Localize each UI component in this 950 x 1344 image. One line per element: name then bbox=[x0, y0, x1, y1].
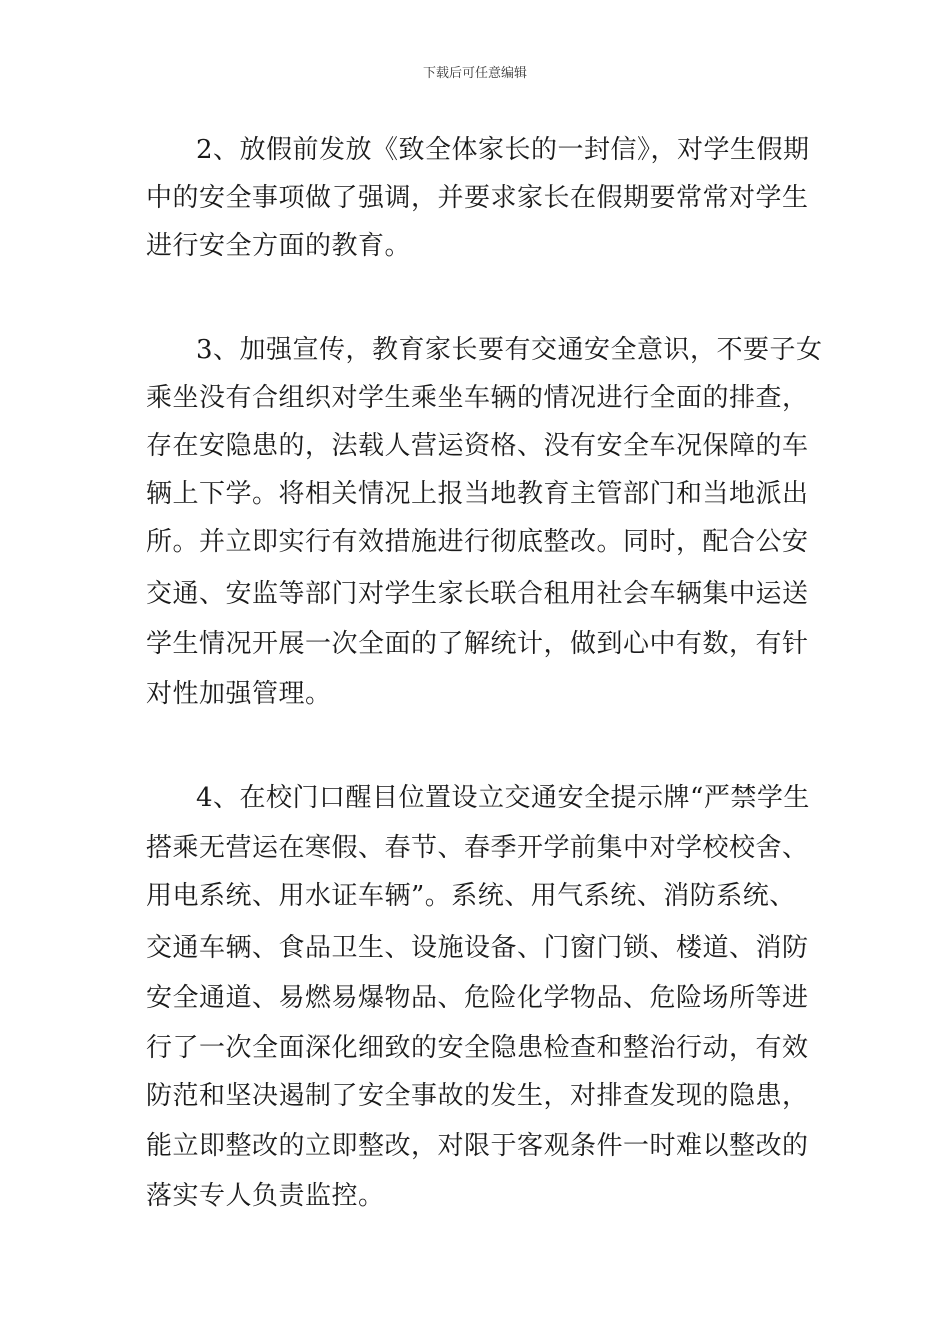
page-header: 下载后可任意编辑 bbox=[422, 66, 527, 81]
paragraph-line: 防范和坚决遏制了安全事故的发生，对排查发现的隐患， bbox=[146, 1081, 809, 1111]
paragraph-line: 行了一次全面深化细致的安全隐患检查和整治行动，有效 bbox=[146, 1033, 809, 1063]
paragraph-line: 中的安全事项做了强调，并要求家长在假期要常常对学生 bbox=[146, 183, 809, 213]
paragraph-line: 安全通道、易燃易爆物品、危险化学物品、危险场所等进 bbox=[146, 983, 809, 1013]
paragraph-line: 辆上下学。将相关情况上报当地教育主管部门和当地派出 bbox=[146, 479, 809, 509]
paragraph-line: 所。并立即实行有效措施进行彻底整改。同时，配合公安 bbox=[146, 527, 809, 557]
paragraph-line: 搭乘无营运在寒假、春节、春季开学前集中对学校校舍、 bbox=[146, 833, 809, 863]
paragraph-line: 乘坐没有合组织对学生乘坐车辆的情况进行全面的排查， bbox=[146, 383, 809, 413]
paragraph-line: 存在安隐患的，法载人营运资格、没有安全车况保障的车 bbox=[146, 431, 809, 461]
paragraph-line: 交通车辆、食品卫生、设施设备、门窗门锁、楼道、消防 bbox=[146, 933, 809, 963]
paragraph-line: 学生情况开展一次全面的了解统计，做到心中有数，有针 bbox=[146, 629, 809, 659]
paragraph-line: 进行安全方面的教育。 bbox=[146, 231, 412, 261]
paragraph-line: 3、加强宣传，教育家长要有交通安全意识，不要子女 bbox=[196, 335, 823, 365]
paragraph-line: 用电系统、用水证车辆”。系统、用气系统、消防系统、 bbox=[146, 881, 796, 911]
paragraph-line: 2、放假前发放《致全体家长的一封信》，对学生假期 bbox=[196, 135, 810, 165]
paragraph-line: 对性加强管理。 bbox=[146, 679, 332, 709]
paragraph-line: 交通、安监等部门对学生家长联合租用社会车辆集中运送 bbox=[146, 579, 809, 609]
paragraph-line: 4、在校门口醒目位置设立交通安全提示牌“严禁学生 bbox=[196, 783, 810, 813]
paragraph-line: 能立即整改的立即整改，对限于客观条件一时难以整改的 bbox=[146, 1131, 809, 1161]
paragraph-line: 落实专人负责监控。 bbox=[146, 1181, 385, 1211]
